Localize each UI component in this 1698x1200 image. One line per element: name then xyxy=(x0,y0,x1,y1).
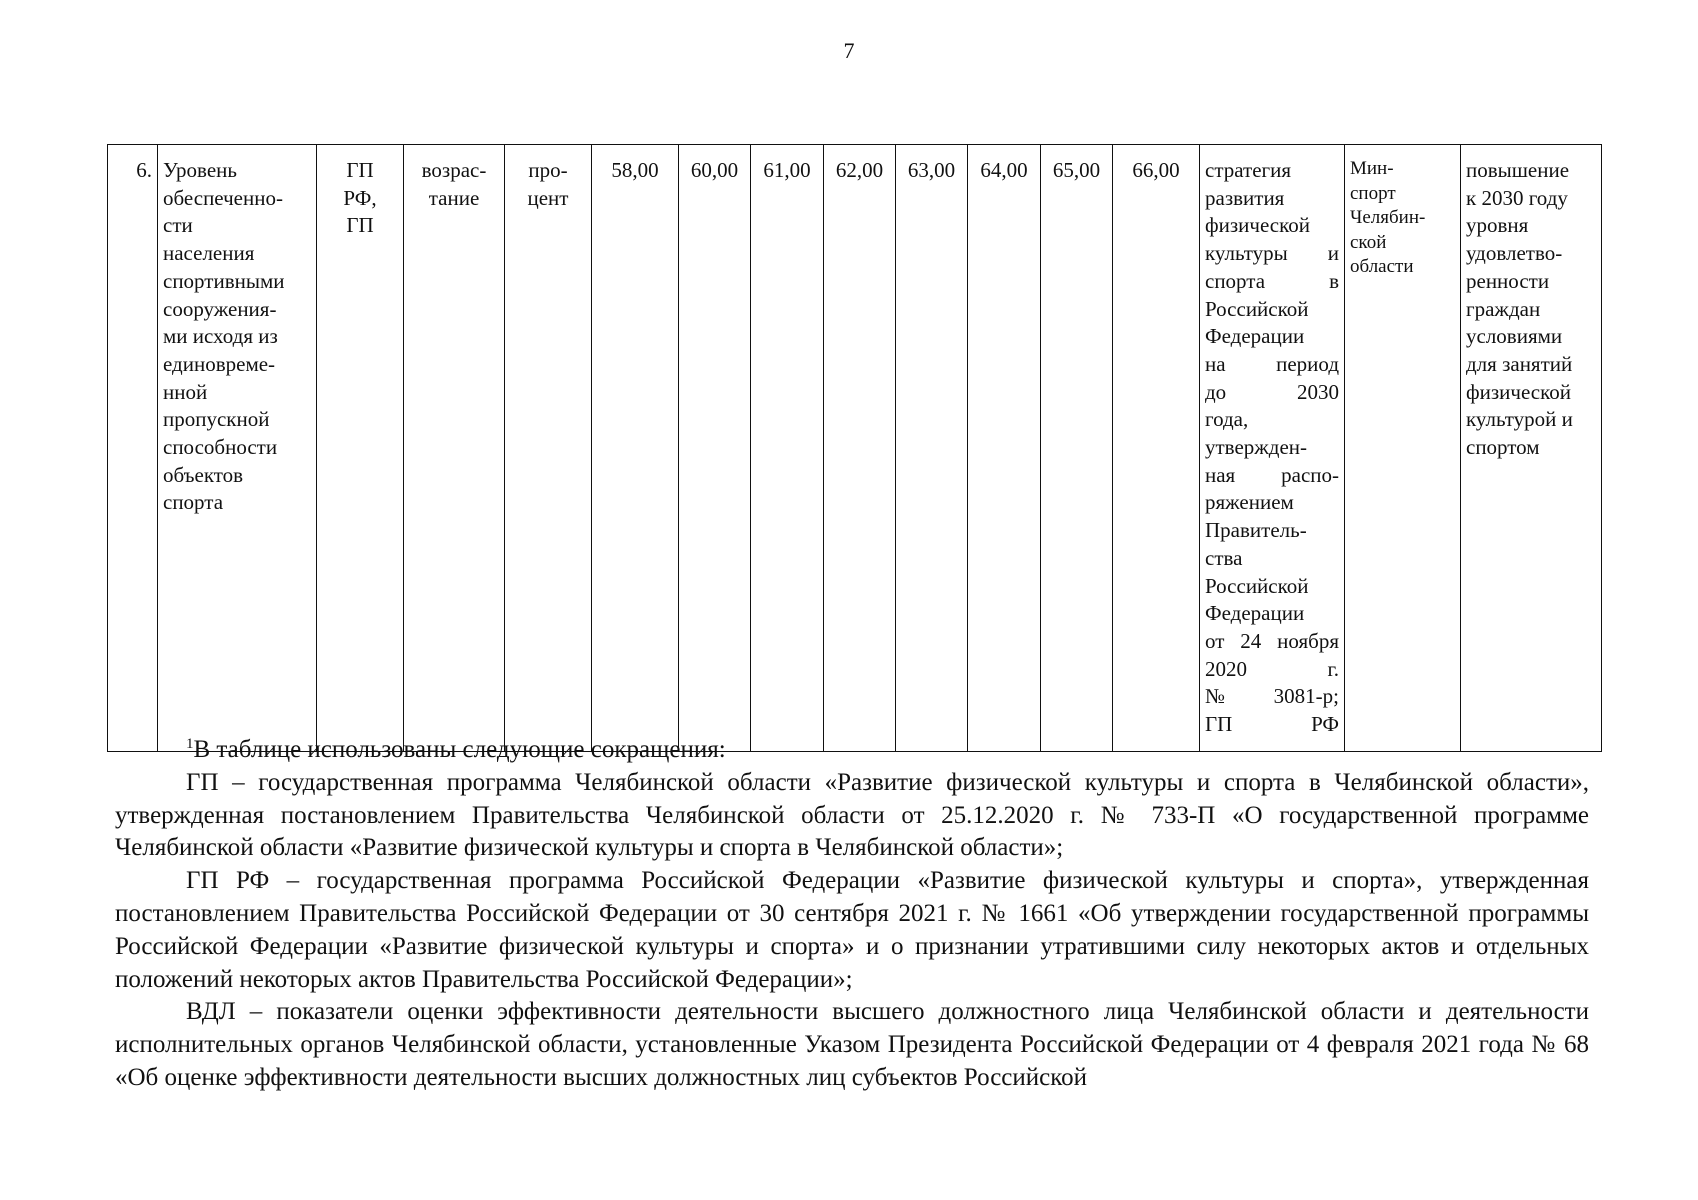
cell-line: объектов xyxy=(163,462,244,487)
cell-line: физической xyxy=(1466,379,1571,404)
value-2030: 66,00 xyxy=(1132,158,1180,182)
cell-line: Российской xyxy=(1205,296,1309,321)
cell-line: про- xyxy=(528,158,568,182)
cell-line: 2020 г. xyxy=(1205,656,1339,681)
cell-line: к 2030 году xyxy=(1466,185,1568,210)
row-number-cell xyxy=(108,145,158,752)
footnote-mark: 1 xyxy=(186,736,194,752)
document-cell xyxy=(1200,145,1345,752)
footnote-intro xyxy=(115,734,1589,767)
responsible-cell xyxy=(1345,145,1461,752)
cell-line: тание xyxy=(428,185,480,210)
cell-line: условиями xyxy=(1466,324,1563,349)
value-2025: 61,00 xyxy=(763,158,811,182)
cell-line: ряжением xyxy=(1205,490,1294,515)
cell-line: населения xyxy=(163,241,255,266)
cell-line: года, xyxy=(1205,407,1249,432)
table-row xyxy=(108,145,1602,752)
cell-line: области xyxy=(1350,256,1414,277)
cell-line: пропускной xyxy=(163,407,270,432)
value-cell xyxy=(968,145,1041,752)
value-cell xyxy=(751,145,824,752)
cell-line: спорта xyxy=(163,490,224,515)
abbr-vdl: ВДЛ – показатели оценки эффективности деятельности высшего должностного лица Челябинской области и деятельности исполнительных органов Челябинской области, установленные Указом Президента Российской Федерации от 4 февраля 2021 года № 68 «Об оценке эффективности деятельности высших должностных лиц субъектов Российской xyxy=(115,998,1589,1091)
cell-line: спортом xyxy=(1466,435,1540,460)
cell-line: повышение xyxy=(1466,158,1570,182)
cell-line: ства xyxy=(1205,545,1243,570)
cell-line: от 24 ноября xyxy=(1205,628,1339,653)
cell-line: спорт xyxy=(1350,182,1396,204)
cell-line: ренности xyxy=(1466,268,1550,293)
abbr-gp: ГП – государственная программа Челябинской области «Развитие физической культуры и спорта в Челябинской области», утвержденная постановлением Правительства Челябинской области от 25.12.2020 г. № 733-П «О государственной программе Челябинской области «Развитие физической культуры и спорта в Челябинской области»; xyxy=(115,768,1589,862)
source-cell xyxy=(317,145,404,752)
cell-line: цент xyxy=(527,185,569,210)
page-number: 7 xyxy=(843,38,855,63)
goal-cell xyxy=(1461,145,1602,752)
cell-line: физической xyxy=(1205,213,1310,238)
cell-line: утвержден- xyxy=(1205,435,1308,460)
cell-line: РФ, xyxy=(343,185,377,210)
cell-line: нной xyxy=(163,379,208,404)
dynamic-cell xyxy=(404,145,505,752)
cell-line: культуры и xyxy=(1205,241,1339,266)
value-2028: 64,00 xyxy=(980,158,1028,182)
cell-line: возрас- xyxy=(421,158,487,182)
cell-line: ской xyxy=(1350,231,1387,253)
value-cell xyxy=(592,145,679,752)
value-cell xyxy=(1041,145,1113,752)
value-cell xyxy=(824,145,896,752)
value-2024: 60,00 xyxy=(690,158,739,182)
cell-line: удовлетво- xyxy=(1466,241,1563,266)
cell-line: способности xyxy=(163,435,278,460)
cell-line: ГП РФ xyxy=(1205,712,1339,737)
indicator-name-cell xyxy=(158,145,317,752)
value-2027: 63,00 xyxy=(907,158,956,182)
unit-cell xyxy=(505,145,592,752)
cell-line: на период xyxy=(1205,351,1339,376)
cell-line: № 3081-р; xyxy=(1205,684,1339,709)
value-2023: 58,00 xyxy=(611,158,659,182)
cell-line: уровня xyxy=(1466,213,1529,238)
cell-line: Российской xyxy=(1205,573,1309,598)
cell-line: ГП xyxy=(346,213,374,238)
cell-line: развития xyxy=(1205,185,1285,210)
cell-line: Федерации xyxy=(1205,601,1305,626)
cell-line: культурой и xyxy=(1466,407,1573,432)
value-2026: 62,00 xyxy=(835,158,884,182)
cell-line: до 2030 xyxy=(1205,379,1339,404)
cell-line: сти xyxy=(163,213,193,238)
cell-line: граждан xyxy=(1466,296,1541,321)
value-cell xyxy=(1113,145,1200,752)
cell-line: единовреме- xyxy=(163,351,276,376)
value-2029: 65,00 xyxy=(1052,158,1101,182)
abbr-gp-rf: ГП РФ – государственная программа Российской Федерации «Развитие физической культуры и спорта», утвержденная постановлением Правительства Российской Федерации от 30 сентября 2021 г. № 1661 «Об утверждении государственной программы Российской Федерации «Развитие физической культуры и спорта» и о признании утратившими силу некоторых актов и отдельных положений некоторых актов Правительства Российской Федерации»; xyxy=(115,867,1589,993)
cell-line: сооружения- xyxy=(163,296,277,321)
cell-line: Уровень xyxy=(163,158,237,182)
row-number: 6. xyxy=(136,158,152,182)
cell-line: ми исходя из xyxy=(163,324,278,349)
value-cell xyxy=(896,145,968,752)
indicators-table xyxy=(107,144,1602,752)
cell-line: Мин- xyxy=(1350,158,1394,179)
cell-line: Правитель- xyxy=(1205,518,1307,543)
value-cell xyxy=(679,145,751,752)
cell-line: для занятий xyxy=(1466,351,1573,376)
cell-line: спортивными xyxy=(163,268,285,293)
cell-line: ГП xyxy=(346,158,374,182)
cell-line: Челябин- xyxy=(1350,207,1426,228)
cell-line: обеспеченно- xyxy=(163,185,283,210)
cell-line: ная распо- xyxy=(1205,462,1339,487)
cell-line: стратегия xyxy=(1205,158,1292,182)
cell-line: Федерации xyxy=(1205,324,1305,349)
cell-line: спорта в xyxy=(1205,268,1339,293)
footnote-intro-text: В таблице использованы следующие сокращения: xyxy=(193,736,726,763)
footnotes xyxy=(115,734,1589,1095)
